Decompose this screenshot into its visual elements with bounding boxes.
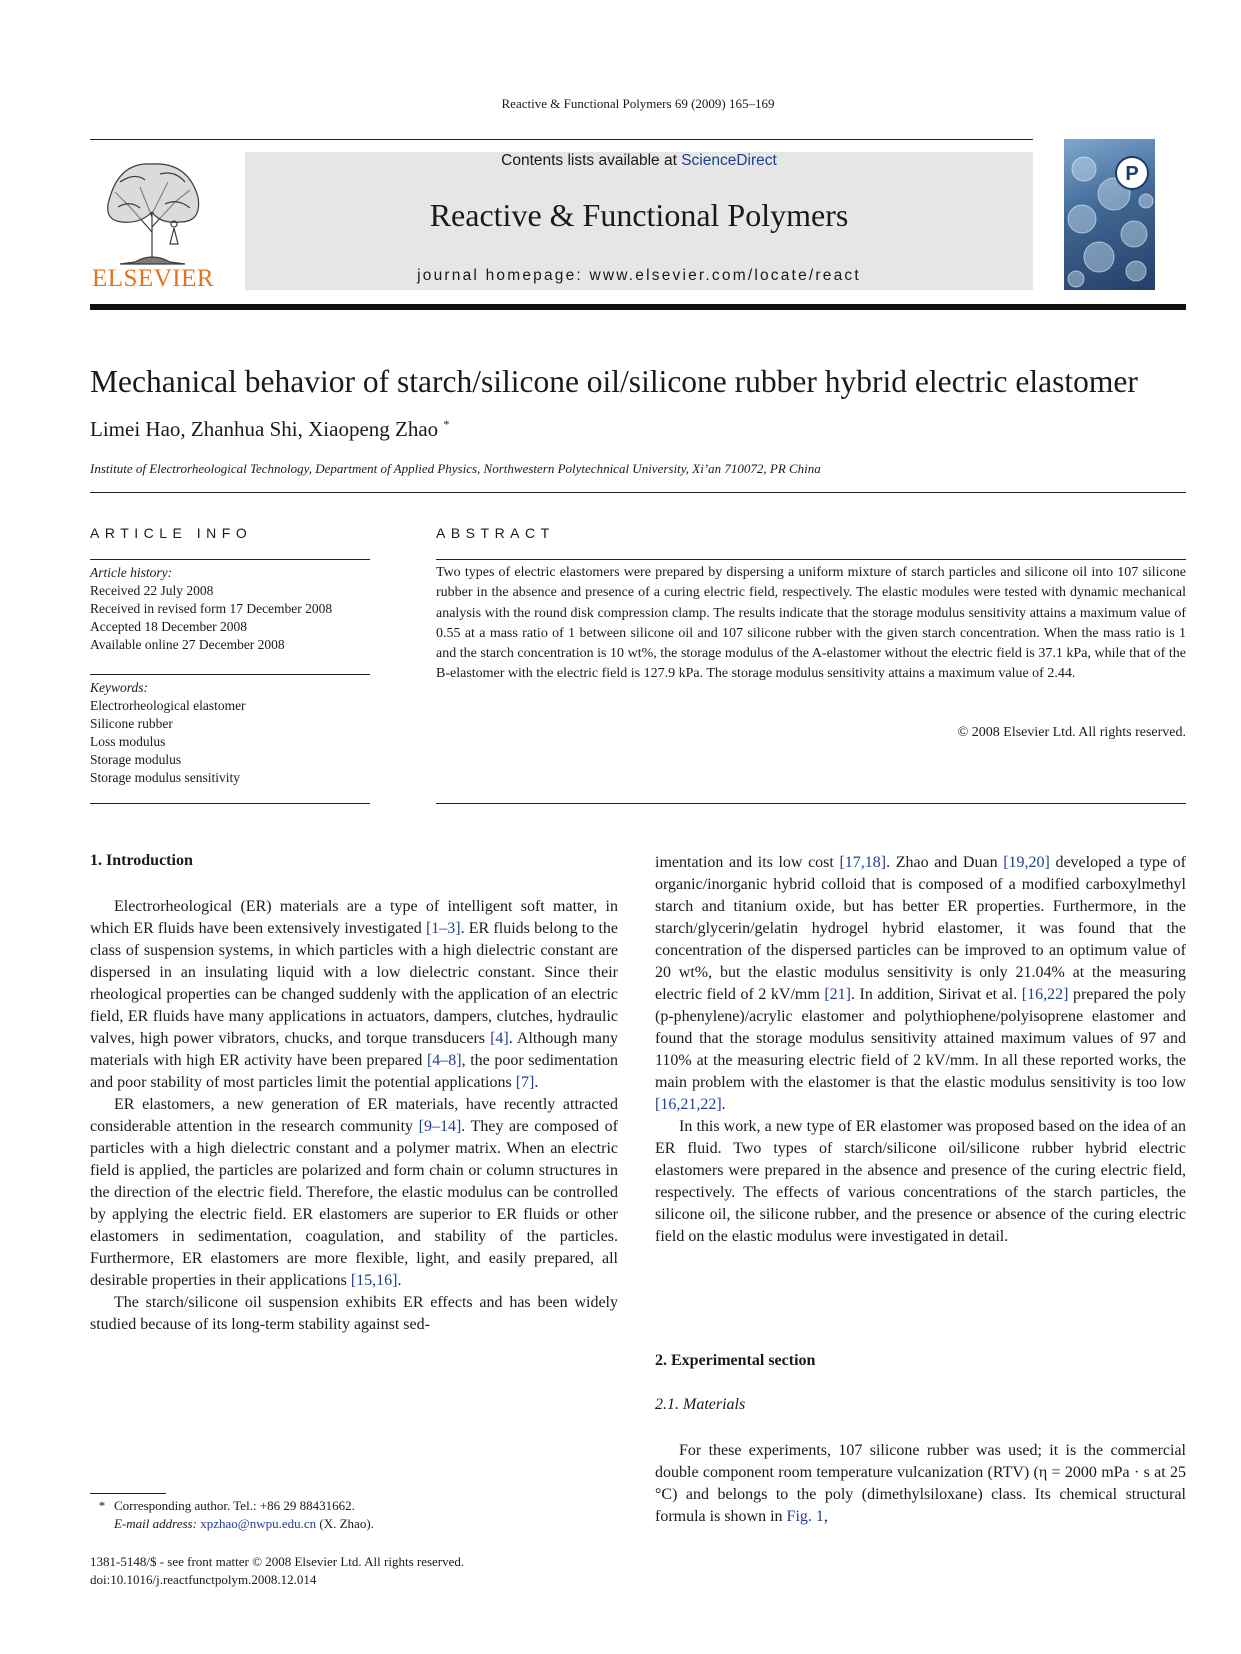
corresponding-text: Corresponding author. Tel.: +86 29 88431662.: [114, 1498, 355, 1513]
body-column-left: [90, 896, 618, 1336]
section-heading-introduction: 1. Introduction: [90, 852, 193, 869]
email-link[interactable]: xpzhao@nwpu.edu.cn: [200, 1516, 317, 1531]
journal-homepage[interactable]: journal homepage: www.elsevier.com/locate/react: [417, 267, 861, 284]
subsection-heading-materials: 2.1. Materials: [655, 1396, 746, 1413]
history-item: Available online 27 December 2008: [90, 637, 285, 652]
citation-link[interactable]: [4–8]: [426, 1052, 462, 1069]
text: . Zhao and Duan: [886, 854, 1004, 871]
info-rule: [90, 803, 370, 804]
history-label: Article history:: [90, 565, 173, 580]
citation-link[interactable]: [21]: [824, 986, 851, 1003]
citation-link[interactable]: [9–14]: [418, 1118, 462, 1135]
text: ,: [823, 1508, 828, 1525]
corresponding-mark[interactable]: *: [443, 417, 450, 431]
history-item: Received 22 July 2008: [90, 583, 214, 598]
cover-bubbles-icon: [1064, 139, 1155, 290]
elsevier-tree-icon: [90, 152, 215, 290]
corresponding-author-note: [90, 1497, 374, 1515]
sciencedirect-link[interactable]: ScienceDirect: [681, 152, 777, 169]
text: For these experiments, 107 silicone rubber was used; it is the commercial double component room temperature vulcanization (RTV) (η = 2000 mPa · s at 25 °C) and belongs to the poly (dimethylsiloxane) class. Its chemical structural formula is shown in: [655, 1442, 1186, 1525]
text: prepared the poly (p-phenylene)/acrylic elastomer and polythiophene/polyisoprene elastomer and found that the storage modulus sensitivity attained maximum values of 97 and 110% at the measuring electric field of 2 kV/mm. In all these reported works, the main problem with the elastomer is that the elastic modulus sensitivity is too low: [655, 986, 1187, 1091]
text: imentation and its low cost: [655, 854, 840, 871]
contents-line: [245, 152, 1033, 170]
paragraph: [655, 1440, 1186, 1528]
journal-cover-image[interactable]: [1064, 139, 1155, 290]
citation-link[interactable]: [16,22]: [1021, 986, 1069, 1003]
citation-link[interactable]: [16,21,22]: [655, 1096, 722, 1113]
paragraph: The starch/silicone oil suspension exhibits ER effects and has been widely studied because of its long-term stability against sed-: [90, 1294, 618, 1333]
abstract-copyright: © 2008 Elsevier Ltd. All rights reserved.: [957, 725, 1186, 740]
keyword-item: Electrorheological elastomer: [90, 698, 246, 713]
citation-link[interactable]: [1–3]: [425, 920, 461, 937]
article-title: Mechanical behavior of starch/silicone oil/silicone rubber hybrid electric elastomer: [90, 364, 1138, 399]
text: Electrorheological (ER) materials are a type of intelligent soft matter, in which ER fluids have been extensively investigated: [90, 898, 618, 937]
keyword-item: Loss modulus: [90, 734, 166, 749]
cover-badge-letter: P: [1125, 163, 1139, 185]
abstract-heading: ABSTRACT: [436, 525, 555, 541]
text: . ER fluids belong to the class of suspension systems, in which particles with a high dielectric constant are dispersed in an insulating liquid with a low dielectric constant. Since their rheological properties can be changed suddenly with the application of an electric field, ER fluids have many applications in actuators, dampers, clutches, hydraulic valves, high power vibrators, chucks, and torque transducers: [90, 920, 618, 1047]
keyword-item: Silicone rubber: [90, 716, 173, 731]
text: . Although many materials with high ER activity have been prepared: [90, 1030, 618, 1069]
text: ER elastomers, a new generation of ER materials, have recently attracted considerable attention in the research community: [90, 1096, 618, 1135]
section-rule: [90, 492, 1186, 493]
paragraph: In this work, a new type of ER elastomer was proposed based on the idea of an ER fluid. Two types of starch/silicone oil/silicone rubber hybrid electric elastomers were prepared in the absence and presence of the curing electric field, respectively. The effects of various concentrations of the starch particles, the silicone oil, the silicone rubber, and the presence or absence of the curing electric field on the elastic modulus were investigated in detail.: [655, 1118, 1186, 1245]
footnote: [90, 1497, 374, 1533]
history-item: Accepted 18 December 2008: [90, 619, 248, 634]
text: developed a type of organic/inorganic hybrid colloid that is composed of a modified carboxylmethyl starch and titanium oxide, but has better ER properties. Furthermore, in the starch/glycerin/gelatin hydrogel hybrid elastomer, it was found that the concentration of the dispersed particles can be improved to an optimum value of 20 wt%, but the elastic modulus sensitivity is only 21.04% at the measuring electric field of 2 kV/mm: [655, 854, 1186, 1003]
info-rule: [90, 674, 370, 675]
figure-link[interactable]: Fig. 1: [786, 1508, 824, 1525]
header-rule: [90, 139, 1033, 140]
keywords: [90, 679, 246, 787]
text: .: [534, 1074, 539, 1091]
article-info-heading: ARTICLE INFO: [90, 525, 253, 541]
citation-link[interactable]: [19,20]: [1003, 854, 1050, 871]
abstract-text: Two types of electric elastomers were prepared by dispersing a uniform mixture of starch particles and silicone oil into 107 silicone rubber in the absence and presence of a curing electric field, respectively. The elastic modules were tested with dynamic mechanical analysis with the round disk compression clamp. The results indicate that the storage modulus sensitivity attains a maximum value of 0.55 at a mass ratio of 1 between silicone oil and 107 silicone rubber with the given starch concentration. When the mass ratio is 1 and the starch concentration is 10 wt%, the storage modulus of the A-elastomer without the electric field is 37.1 kPa, while that of the B-elastomer with the electric field is 127.9 kPa. The storage modulus sensitivity attains a maximum value of 2.44.: [436, 565, 1186, 682]
front-matter: [90, 1553, 464, 1589]
keyword-item: Storage modulus sensitivity: [90, 770, 240, 785]
body-column-right: [655, 852, 1186, 1248]
citation-link[interactable]: [7]: [515, 1074, 535, 1091]
text: . They are composed of particles with a high dielectric constant and a polymer matrix. When an electric field is applied, the particles are polarized and form chain or column structures in the direction of the electric field. Therefore, the elastic modulus can be controlled by applying the electric field. ER elastomers are superior to ER fluids or other elastomers in sedimentation, coagulation, and stability of the particles. Furthermore, ER elastomers are more flexible, light, and easily prepared, all desirable properties in their applications: [90, 1118, 618, 1289]
text: , the poor sedimentation and poor stability of most particles limit the potential applications: [90, 1052, 618, 1091]
citation-link[interactable]: [17,18]: [839, 854, 887, 871]
text: . In addition, Sirivat et al.: [850, 986, 1022, 1003]
email-suffix: (X. Zhao).: [316, 1516, 374, 1531]
citation-link[interactable]: [4]: [490, 1030, 509, 1047]
journal-citation: Reactive & Functional Polymers 69 (2009) 165–169: [501, 96, 775, 111]
journal-banner: [245, 152, 1033, 290]
doi-line[interactable]: doi:10.1016/j.reactfunctpolym.2008.12.014: [90, 1572, 317, 1587]
paragraph: [90, 896, 618, 1094]
header-thick-rule: [90, 304, 1186, 310]
text: .: [721, 1096, 726, 1113]
paragraph: [90, 1094, 618, 1292]
keyword-item: Storage modulus: [90, 752, 182, 767]
footnote-mark: *: [98, 1498, 106, 1513]
body-column-right-materials: [655, 1440, 1186, 1528]
author-list: [90, 417, 449, 442]
issn-line: 1381-5148/$ - see front matter © 2008 Elsevier Ltd. All rights reserved.: [90, 1554, 465, 1569]
abstract-rule: [436, 803, 1186, 804]
footnote-rule: [90, 1493, 166, 1494]
keywords-label: Keywords:: [90, 680, 148, 695]
history-item: Received in revised form 17 December 2008: [90, 601, 333, 616]
article-history: [90, 564, 332, 654]
text: .: [397, 1272, 402, 1289]
contents-prefix: Contents lists available at: [501, 152, 682, 169]
paragraph-continued: [655, 852, 1186, 1116]
abstract-rule: [436, 559, 1186, 560]
journal-title: Reactive & Functional Polymers: [429, 197, 849, 233]
email-line: [90, 1515, 374, 1533]
info-rule: [90, 559, 370, 560]
authors-text: Limei Hao, Zhanhua Shi, Xiaopeng Zhao: [90, 417, 439, 441]
email-label: E-mail address:: [114, 1516, 201, 1531]
affiliation: Institute of Electrorheological Technology, Department of Applied Physics, Northwestern Polytechnical University, Xi’an 710072, PR China: [90, 461, 821, 476]
section-heading-experimental: 2. Experimental section: [655, 1352, 816, 1369]
svg-text:ELSEVIER: ELSEVIER: [92, 265, 215, 290]
citation-link[interactable]: [15,16]: [350, 1272, 398, 1289]
elsevier-logo[interactable]: [90, 152, 215, 290]
